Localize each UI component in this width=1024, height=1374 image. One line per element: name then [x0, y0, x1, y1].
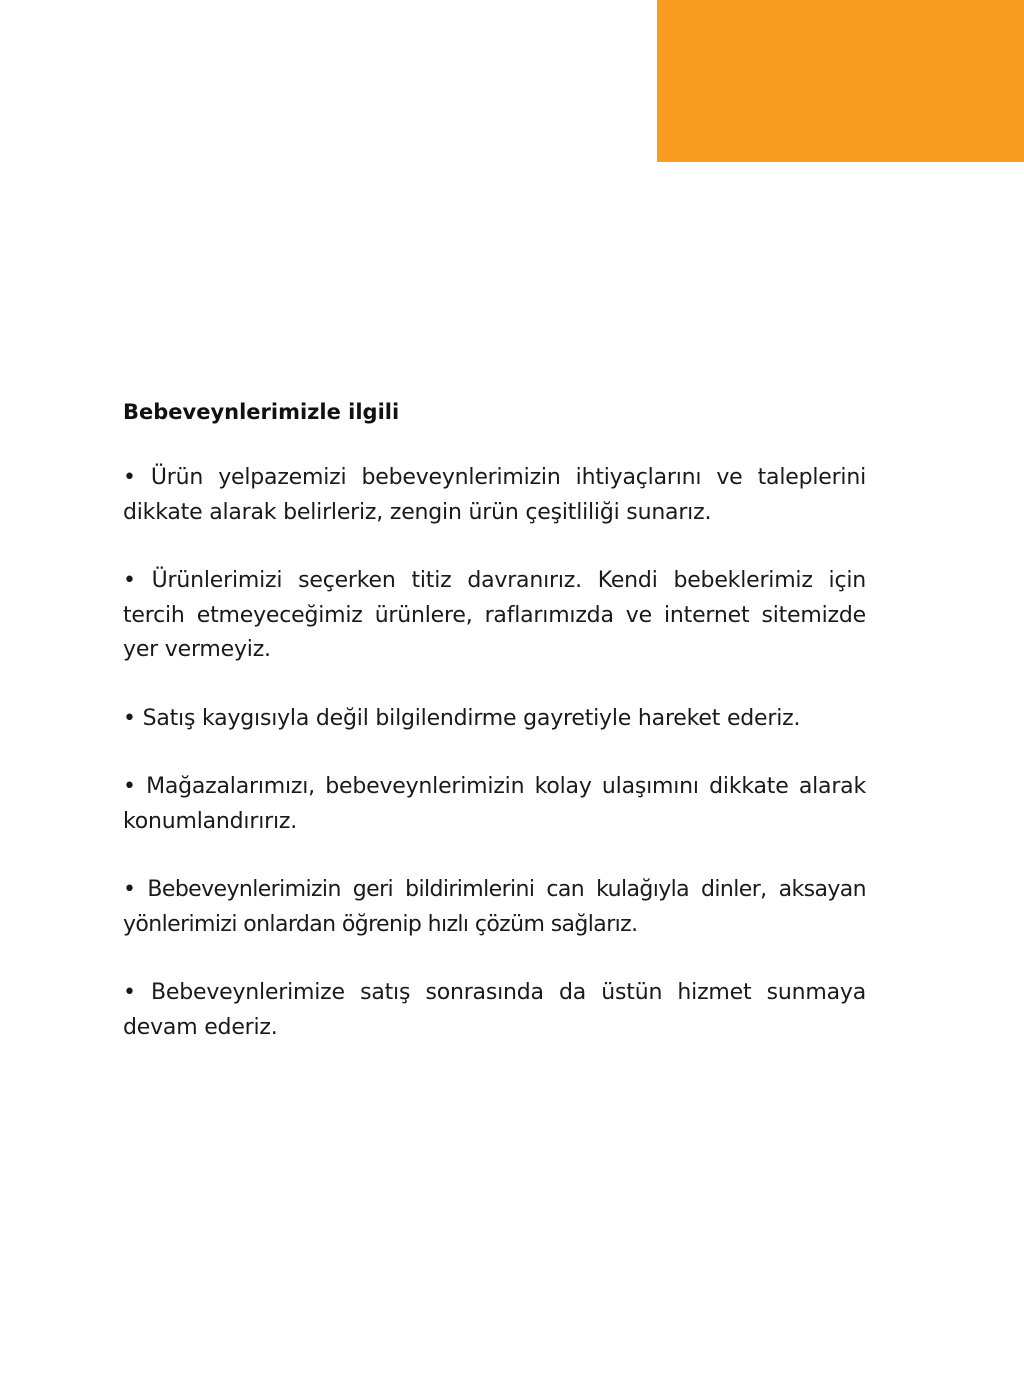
bullet-item-4: • Mağazalarımızı, bebeveynlerimizin kolay ulaşımını dikkate alarak konumlandırırız. [123, 774, 866, 834]
bullet-item-1: • Ürün yelpazemizi bebeveynlerimizin ihtiyaçlarını ve taleplerini dikkate alarak belirleriz, zengin ürün çeşitliliği sunarız. [123, 465, 866, 525]
section-heading: Bebeveynlerimizle ilgili [123, 400, 400, 424]
bullet-item-5: • Bebeveynlerimizin geri bildirimlerini can kulağıyla dinler, aksayan yönlerimizi onlardan öğrenip hızlı çözüm sağlarız. [123, 877, 866, 937]
document-body [123, 397, 866, 1079]
bullet-item-2: • Ürünlerimizi seçerken titiz davranırız. Kendi bebeklerimiz için tercih etmeyeceğimiz ürünlere, raflarımızda ve internet sitemizde yer vermeyiz. [123, 568, 866, 662]
bullet-item-3: • Satış kaygısıyla değil bilgilendirme gayretiyle hareket ederiz. [123, 705, 801, 731]
orange-accent-block [657, 0, 1024, 162]
bullet-item-6: • Bebeveynlerimize satış sonrasında da üstün hizmet sunmaya devam ederiz. [123, 980, 866, 1040]
